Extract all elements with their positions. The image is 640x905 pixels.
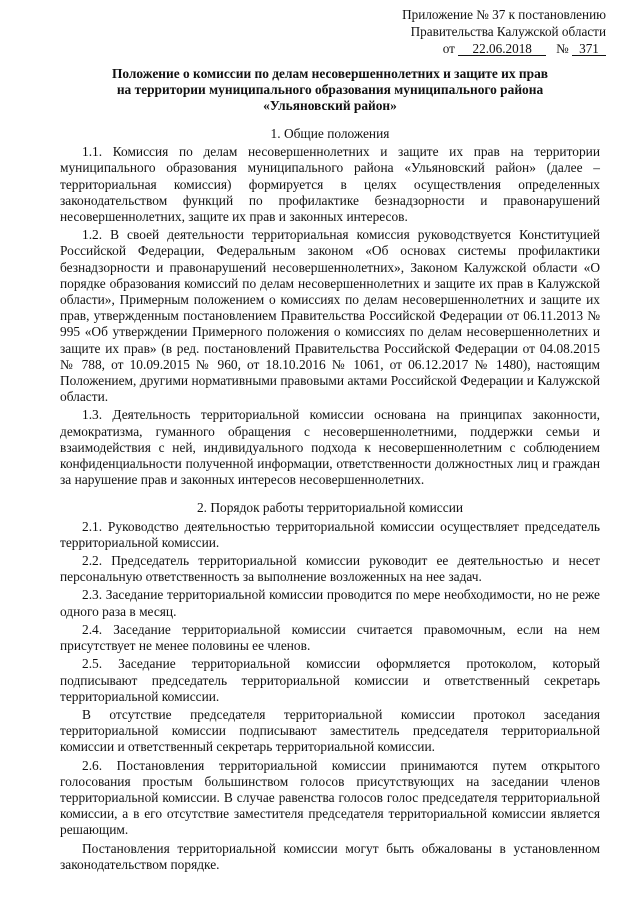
paragraph-2-1: 2.1. Руководство деятельностью территориальной комиссии осуществляет председатель территориальной комиссии. [60,518,600,550]
document-title [60,66,600,114]
paragraph-2-5-cont: В отсутствие председателя территориальной комиссии протокол заседания территориальной комиссии подписывают заместитель председателя территориальной комиссии и ответственный секретарь территориальной комиссии. [60,706,600,755]
government-line: Правительства Калужской области [410,24,606,39]
paragraph-2-4: 2.4. Заседание территориальной комиссии считается правомочным, если на нем присутствует не менее половины ее членов. [60,621,600,654]
appendix-header [376,6,606,57]
paragraph-2-3: 2.3. Заседание территориальной комиссии проводится по мере необходимости, но не реже одного раза в месяц. [60,587,600,619]
paragraph-1-3: 1.3. Деятельность территориальной комиссии основана на принципах законности, демократизма, гуманного обращения с несовершеннолетними, поддержки семьи и взаимодействия с ней, индивидуального подхода к несовершеннолетним с соблюдением конфиденциальности полученной информации, ответственности должностных лиц и граждан за нарушение прав и законных интересов несовершеннолетних. [60,407,600,488]
appendix-line: Приложение № 37 к постановлению [402,7,606,22]
paragraph-2-5: 2.5. Заседание территориальной комиссии оформляется протоколом, который подписывают председатель территориальной комиссии и ответственный секретарь территориальной комиссии. [60,656,600,704]
date-prefix: от [442,41,455,56]
paragraph-1-1: 1.1. Комиссия по делам несовершеннолетних и защите их прав на территории муниципального образования муниципального района «Ульяновский район» (далее – территориальная комиссия) формируется в целях осуществления определенных законодательством функций по профилактике безнадзорности и правонарушений несовершеннолетних, защите их прав и законных интересов. [60,144,600,225]
decree-number: 371 [572,42,606,56]
section-heading: 1. Общие положения [270,126,390,141]
paragraph-2-6: 2.6. Постановления территориальной комиссии принимаются путем открытого голосования простым большинством голосов присутствующих на заседании членов территориальной комиссии. В случае равенства голосов голос председателя территориальной комиссии, а в его отсутствие заместителя председателя территориальной комиссии является решающим. [60,757,600,838]
paragraph-1-2: 1.2. В своей деятельности территориальная комиссия руководствуется Конституцией Российской Федерации, Федеральным законом «Об основах системы профилактики безнадзорности и правонарушений несовершеннолетних», Законом Калужской области «О порядке образования комиссий по делам несовершеннолетних и защите их прав в Калужской области», Примерным положением о комиссиях по делам несовершеннолетних и защите их прав, утвержденным постановлением Правительства Российской Федерации от 06.11.2013 № 995 «Об утверждении Примерного положения о комиссиях по делам несовершеннолетних и защите их прав» (в ред. постановлений Правительства Российской Федерации от 04.08.2015 № 788, от 10.09.2015 № 960, от 18.10.2016 № 1061, от 06.12.2017 № 1480), настоящим Положением, другими нормативными правовыми актами Российской Федерации и Калужской области. [60,227,600,405]
number-prefix: № [556,41,569,56]
title-line: «Ульяновский район» [263,98,397,113]
paragraph-2-6-cont: Постановления территориальной комиссии могут быть обжалованы в установленном законодательством порядке. [60,840,600,872]
paragraph-2-2: 2.2. Председатель территориальной комиссии руководит ее деятельностью и несет персональную ответственность за выполнение возложенных на нее задач. [60,553,600,585]
title-line: на территории муниципального образования муниципального района [116,82,544,97]
section-heading: 2. Порядок работы территориальной комиссии [196,500,464,516]
document-body [60,126,600,875]
decree-date: 22.06.2018 [458,42,546,56]
title-line: Положение о комиссии по делам несовершеннолетних и защите их прав [111,66,548,81]
date-number-line [376,40,606,57]
